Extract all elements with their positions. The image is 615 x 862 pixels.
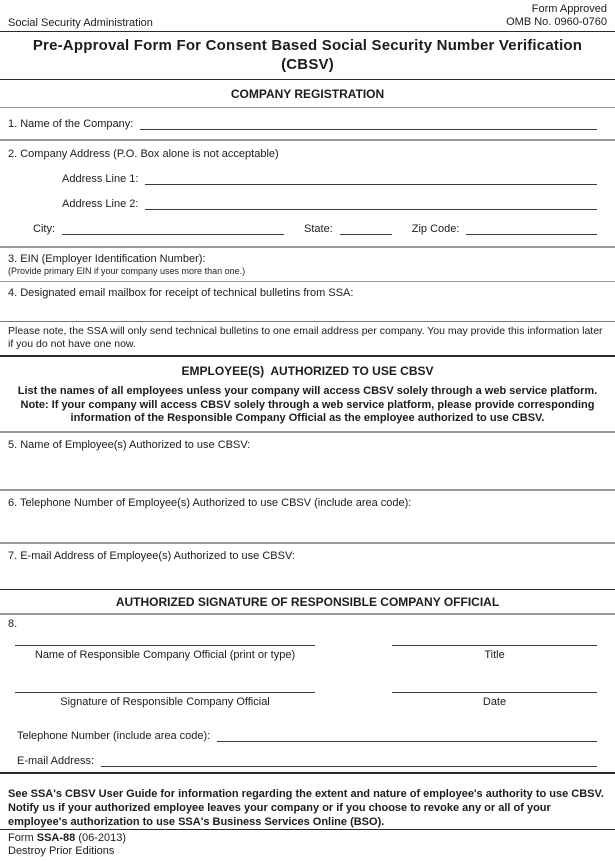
official-email-field[interactable] [101,754,597,767]
section-authorized-signature: AUTHORIZED SIGNATURE OF RESPONSIBLE COMPANY OFFICIAL [0,589,615,615]
form-footer [0,829,615,862]
official-title-label: Title [484,648,505,661]
form-title-line2: (CBSV) [281,56,334,73]
company-name-field[interactable] [140,117,597,130]
official-phone-field[interactable] [217,729,597,742]
official-signature-label: Signature of Responsible Company Official [60,695,270,708]
employee-phones-field[interactable] [8,509,607,542]
official-email-label: E-mail Address: [17,754,95,767]
agency-name: Social Security Administration [8,17,153,29]
item-6-employee-phones [0,491,615,544]
ein-sublabel: (Provide primary EIN if your company uses more than one.) [8,266,246,276]
employee-names-field[interactable] [8,451,607,489]
item-8-signature-block [0,615,615,774]
official-name-label: Name of Responsible Company Official (print or type) [34,648,296,661]
form-title-line1: Pre-Approval Form For Consent Based Social Security Number Verification [32,37,583,54]
section-employees: EMPLOYEE(S) AUTHORIZED TO USE CBSV [181,364,434,378]
form-approved-text: Form Approved [531,3,607,15]
official-signature-column [15,692,315,708]
city-state-zip-row [33,222,597,235]
form-number-suffix: (06-2013) [75,831,127,844]
state-field[interactable] [340,222,392,235]
official-phone-row [17,729,597,742]
designated-email-field[interactable] [8,299,607,321]
company-name-label: 1. Name of the Company: [8,118,134,130]
address-line1-field[interactable] [145,172,597,185]
form-title [0,32,615,80]
item-5-employee-names [0,433,615,491]
item-2-company-address [0,141,615,248]
city-field[interactable] [62,222,284,235]
official-title-column [392,645,597,661]
designated-email-label: 4. Designated email mailbox for receipt of technical bulletins from SSA: [8,287,354,299]
item-7-employee-emails [0,544,615,589]
omb-number: OMB No. 0960-0760 [506,16,607,28]
company-address-label: 2. Company Address (P.O. Box alone is not acceptable) [8,148,279,160]
ein-label: 3. EIN (Employer Identification Number): [8,253,206,265]
item-3-ein [0,248,615,282]
address-line1-label: Address Line 1: [62,173,139,185]
employee-emails-label: 7. E-mail Address of Employee(s) Authorized to use CBSV: [8,549,295,562]
employee-instruction-note: List the names of all employees unless your company will access CBSV solely through a web service platform. Note: If your company will access CBSV solely through a web service platform, please provide corresponding information of the Responsible Company Official as the employee authorized to use CBSV. [0,384,615,433]
form-number-line [8,832,607,845]
signature-date-row [8,692,597,708]
employee-emails-field[interactable] [8,562,607,589]
official-email-row [17,754,597,767]
signature-date-label: Date [482,695,507,708]
zip-code-label: Zip Code: [411,223,460,235]
zip-code-field[interactable] [466,222,597,235]
signature-date-column [392,692,597,708]
city-label: City: [33,223,55,235]
section-company-registration: COMPANY REGISTRATION [0,80,615,108]
form-number-prefix: Form [8,831,37,844]
email-bulletin-note: Please note, the SSA will only send technical bulletins to one email address per company. You may provide this information later if you do not have one now. [0,322,615,357]
address-line2-field[interactable] [145,197,597,210]
address-line2-row [62,197,597,210]
form-number: SSA-88 [36,831,76,844]
employee-phones-label: 6. Telephone Number of Employee(s) Authorized to use CBSV (include area code): [8,496,412,509]
user-guide-note: See SSA's CBSV User Guide for information regarding the extent and nature of employee's authority to use CBSV. Notify us if your authorized employee leaves your company or if you choose to revoke any or all of your employee's authorization to use SSA's Business Services Online (BSO). [8,787,604,828]
official-name-column [15,645,315,661]
name-title-row [8,645,597,661]
employee-names-label: 5. Name of Employee(s) Authorized to use CBSV: [8,438,251,451]
state-label: State: [304,223,333,235]
form-header [0,0,615,32]
destroy-prior-editions: Destroy Prior Editions [8,844,115,857]
official-phone-label: Telephone Number (include area code): [17,729,211,742]
address-line2-label: Address Line 2: [62,198,139,210]
item-8-number: 8. [8,617,18,630]
item-1-company-name-row [0,108,615,141]
address-line1-row [62,172,597,185]
omb-approval-block [506,3,607,29]
item-4-designated-email [0,282,615,322]
